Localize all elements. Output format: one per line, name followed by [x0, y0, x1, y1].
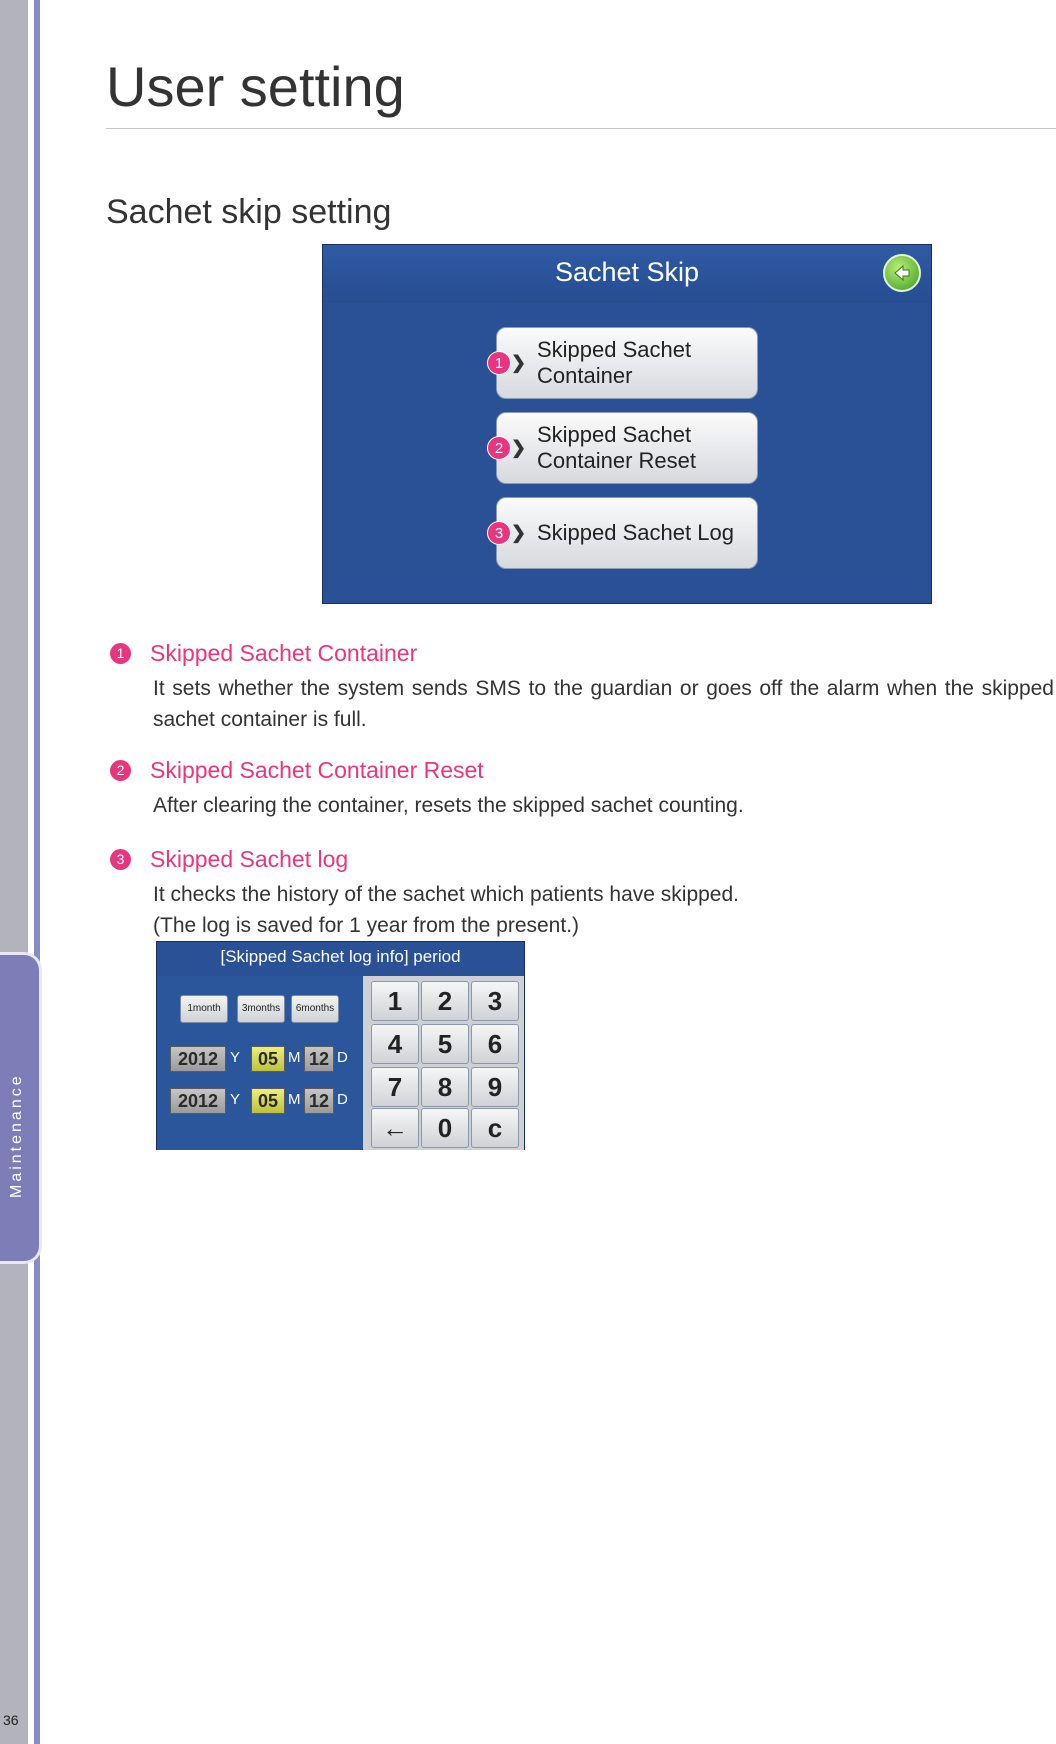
key-1[interactable]: 1: [371, 981, 419, 1021]
description-text: After clearing the container, resets the skipped sachet counting.: [153, 794, 744, 817]
skipped-sachet-log-button[interactable]: [496, 497, 758, 569]
range-1month-button[interactable]: 1month: [180, 995, 228, 1023]
description-marker: 2: [110, 760, 131, 781]
description-item: [110, 640, 1056, 730]
month-unit: M: [288, 1091, 301, 1108]
day-unit: D: [337, 1049, 348, 1066]
description-note: (The log is saved for 1 year from the present.): [153, 914, 580, 937]
start-month-field[interactable]: 05: [251, 1046, 285, 1072]
month-unit: M: [288, 1049, 301, 1066]
day-unit: D: [337, 1091, 348, 1108]
range-3months-button[interactable]: 3months: [237, 995, 285, 1023]
callout-marker-3: 3: [487, 521, 511, 545]
period-title: [Skipped Sachet log info] period: [220, 947, 461, 966]
skipped-sachet-container-reset-button[interactable]: [496, 412, 758, 484]
key-backspace[interactable]: ←: [371, 1108, 419, 1148]
page-number: 36: [3, 1712, 19, 1728]
description-item: [110, 846, 1056, 936]
end-year-field[interactable]: 2012: [170, 1088, 226, 1114]
year-unit: Y: [230, 1091, 241, 1108]
description-title: Skipped Sachet Container: [150, 640, 418, 666]
description-line: It checks the history of the sachet which patients have skipped.: [153, 883, 739, 906]
start-day-field[interactable]: 12: [304, 1046, 334, 1072]
end-date-row: [170, 1088, 360, 1116]
start-date-row: [170, 1046, 360, 1074]
key-7[interactable]: 7: [371, 1067, 419, 1107]
chevron-right-icon: ❯: [511, 437, 527, 458]
year-unit: Y: [230, 1049, 241, 1066]
start-year-field[interactable]: 2012: [170, 1046, 226, 1072]
page-title: User setting: [106, 55, 405, 118]
log-period-screen: [156, 941, 525, 1150]
description-title: Skipped Sachet Container Reset: [150, 757, 484, 783]
description-marker: 1: [110, 643, 131, 664]
key-4[interactable]: 4: [371, 1024, 419, 1064]
end-day-field[interactable]: 12: [304, 1088, 334, 1114]
sachet-skip-screen: [322, 244, 932, 604]
key-0[interactable]: 0: [421, 1108, 469, 1148]
callout-marker-1: 1: [487, 351, 511, 375]
key-6[interactable]: 6: [471, 1024, 519, 1064]
skipped-sachet-container-button[interactable]: [496, 327, 758, 399]
button-label: Skipped Sachet Container Reset: [537, 422, 696, 473]
chevron-right-icon: ❯: [511, 352, 527, 373]
maintenance-tab-label: Maintenance: [8, 1073, 25, 1198]
title-divider: [106, 128, 1056, 129]
chevron-right-icon: ❯: [511, 522, 527, 543]
back-button[interactable]: [883, 254, 921, 292]
key-9[interactable]: 9: [471, 1067, 519, 1107]
key-5[interactable]: 5: [421, 1024, 469, 1064]
description-item: [110, 757, 1056, 817]
side-rail: [0, 0, 28, 1744]
button-label: Skipped Sachet Log: [537, 520, 734, 545]
section-title: Sachet skip setting: [106, 193, 392, 231]
side-rail-line: [34, 0, 40, 1744]
description-text: [153, 879, 1054, 941]
end-month-field[interactable]: 05: [251, 1088, 285, 1114]
description-title: Skipped Sachet log: [150, 846, 349, 872]
screen-title: Sachet Skip: [554, 257, 700, 287]
key-2[interactable]: 2: [421, 981, 469, 1021]
range-6months-button[interactable]: 6months: [291, 995, 339, 1023]
screen-header: [323, 245, 931, 303]
back-arrow-icon: [892, 263, 912, 283]
key-3[interactable]: 3: [471, 981, 519, 1021]
key-8[interactable]: 8: [421, 1067, 469, 1107]
description-marker: 3: [110, 849, 131, 870]
description-text: It sets whether the system sends SMS to the guardian or goes off the alarm when the skipped sachet container is full.: [153, 677, 1054, 731]
key-clear[interactable]: c: [471, 1108, 519, 1148]
button-label: Skipped Sachet Container: [537, 337, 692, 388]
callout-marker-2: 2: [487, 436, 511, 460]
